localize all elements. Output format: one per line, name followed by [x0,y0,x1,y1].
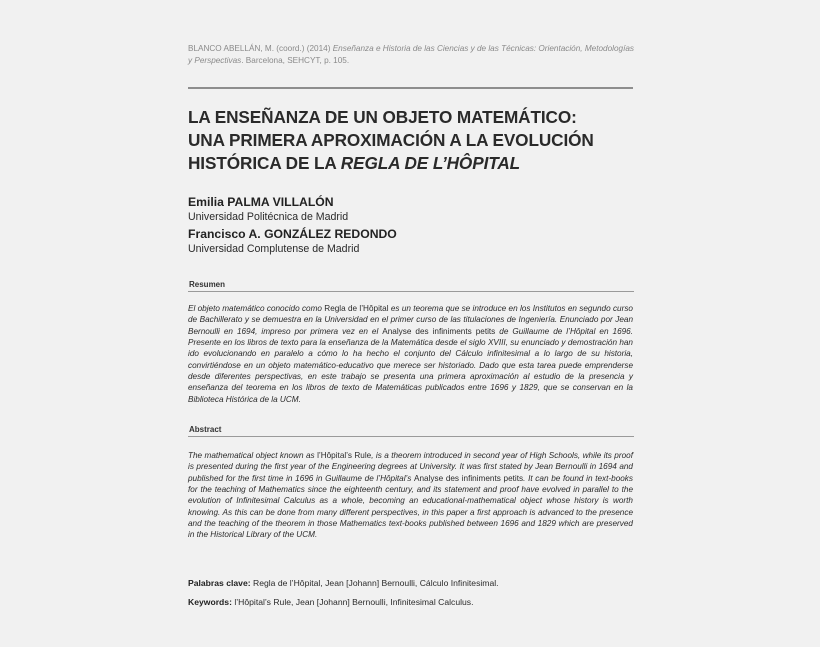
citation-authors: BLANCO ABELLÁN, M. (coord.) (2014) [188,44,331,53]
keywords-english-label: Keywords: [188,597,232,607]
resumen-part-1: El objeto matemático conocido como [188,304,325,313]
header-divider [188,87,633,89]
author-1-name: Emilia PALMA VILLALÓN [188,195,334,209]
resumen-part-3: de Guillaume de l’Hôpital en 1696. Presente en los libros de texto para la enseñanza de la Matemática desde el siglo XVIII, su enunciado y demostración han ido evolucionando en paralelo a cómo lo ha hecho el conjunto del Cálculo infinitesimal a lo largo de su historia, convirtiéndose en un objeto matemático-educativo que merece ser historiado. Dado que esta tarea puede emprenderse desde diferentes perspectivas, en este trabajo se presenta una primera aproximación al estudio de la presencia y enseñanza del teorema en los libros de texto de Matemáticas publicados entre 1696 y 1829, que se conservan en la Biblioteca Histórica de la UCM. [188,326,633,404]
resumen-text [188,303,633,405]
keywords-spanish [188,578,633,588]
keywords-spanish-label: Palabras clave: [188,578,251,588]
abstract-analyse: Analyse des infiniments petits [414,473,524,483]
citation-publisher: . Barcelona, SEHCYT, p. 105. [241,56,350,65]
title-line-3-start: HISTÓRICA DE LA [188,153,341,173]
abstract-text [188,450,633,541]
title-line-2: UNA PRIMERA APROXIMACIÓN A LA EVOLUCIÓN [188,130,594,150]
resumen-regla: Regla de l’Hôpital [324,304,389,313]
citation-header [188,43,638,67]
resumen-part-2: es un teorema que se introduce en los Institutos en segundo curso de Bachillerato y se demuestra en la Universidad en el primer curso de las titulaciones de Ingeniería. Enunciado por Jean Bernoulli en 1694, impreso por primera vez en el [188,304,633,336]
author-2-affiliation: Universidad Complutense de Madrid [188,243,360,255]
resumen-heading: Resumen [188,280,634,292]
abstract-part-1: The mathematical object known as [188,451,318,460]
resumen-analyse: Analyse des infiniments petits [382,326,496,336]
keywords-english-text: l’Hôpital’s Rule, Jean [Johann] Bernoulli, Infinitesimal Calculus. [231,597,474,607]
paper-title [188,106,638,175]
keywords-english [188,597,633,607]
abstract-part-3: . It can be found in text-books for the teaching of Mathematics since the eighteenth century, and its statement and proof have evolved in parallel to the evolution of Infinitesimal Calculus as a whole, becoming an educational-mathematical object whose history is worth knowing. As this can be done from many different perspectives, in this paper a first approach is advanced to the presence and the teaching of the theorem in those Mathematics text-books published between 1696 and 1829 which are preserved in the Historical Library of the UCM. [188,473,633,540]
title-line-3 [188,152,638,175]
abstract-part-2: , is a theorem introduced in second year of High Schools, while its proof is presented during the first year of the Engineering degrees at University. It was first stated by Jean Bernoulli in 1694 and published for the first time in 1696 in Guillaume de l’Hôpital’s [188,451,633,483]
keywords-spanish-text: Regla de l’Hôpital, Jean [Johann] Bernoulli, Cálculo Infinitesimal. [250,578,499,588]
author-1-affiliation: Universidad Politécnica de Madrid [188,211,349,223]
citation-book-title: Enseñanza e Historia de las Ciencias y de las Técnicas: Orientación, Metodologías y Perspectivas [188,44,634,65]
title-line-1: LA ENSEÑANZA DE UN OBJETO MATEMÁTICO: [188,107,577,127]
author-2-name: Francisco A. GONZÁLEZ REDONDO [188,227,397,241]
title-line-3-italic: REGLA DE L’HÔPITAL [340,153,521,173]
abstract-rule: l’Hôpital’s Rule [317,451,372,460]
abstract-heading: Abstract [188,425,634,437]
